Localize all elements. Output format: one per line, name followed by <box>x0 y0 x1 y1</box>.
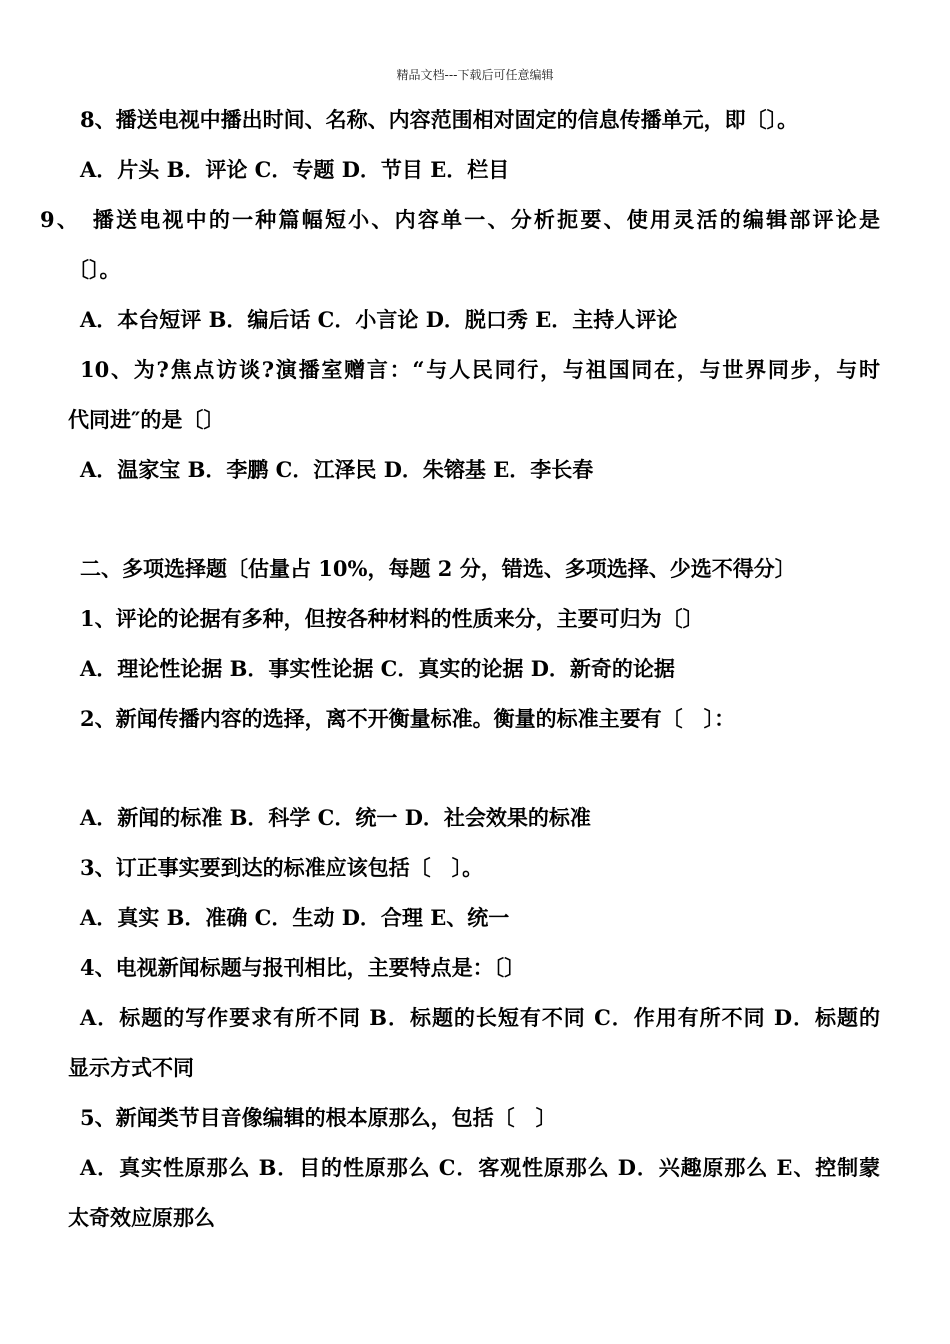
question-9-cont: 〔〕。 <box>68 257 121 282</box>
question-8-options: A．片头 B．评论 C．专题 D．节目 E．栏目 <box>80 157 510 182</box>
mq-1-options: A．理论性论据 B．事实性论据 C．真实的论据 D．新奇的论据 <box>80 656 675 681</box>
page-header: 精品文档---下载后可任意编辑 <box>396 68 554 82</box>
mq-3-options: A．真实 B．准确 C．生动 D．合理 E、统一 <box>80 905 510 930</box>
mq-4-options: A．标题的写作要求有所不同 B．标题的长短有不同 C．作用有所不同 D．标题的 <box>80 1005 880 1030</box>
mq-5-options: A．真实性原那么 B．目的性原那么 C．客观性原那么 D．兴趣原那么 E、控制蒙 <box>80 1155 880 1180</box>
mq-3: 3、订正事实要到达的标准应该包括〔 〕。 <box>80 855 484 880</box>
mq-1: 1、评论的论据有多种，但按各种材料的性质来分，主要可归为〔〕 <box>80 606 704 631</box>
mq-4: 4、电视新闻标题与报刊相比，主要特点是：〔〕 <box>80 955 526 980</box>
mq-2: 2、新闻传播内容的选择，离不开衡量标准。衡量的标准主要有〔 〕： <box>80 706 736 731</box>
mq-5-options-cont: 太奇效应原那么 <box>68 1205 215 1230</box>
mq-5: 5、新闻类节目音像编辑的根本原那么，包括〔 〕 <box>80 1105 557 1130</box>
question-10: 10、为?焦点访谈?演播室赠言：“与人民同行，与祖国同在，与世界同步，与时 <box>80 357 880 382</box>
mq-2-options: A．新闻的标准 B．科学 C．统一 D．社会效果的标准 <box>80 805 591 830</box>
question-8: 8、播送电视中播出时间、名称、内容范围相对固定的信息传播单元，即〔〕。 <box>80 107 799 132</box>
question-10-cont: 代同进″的是〔〕 <box>68 407 225 432</box>
section-heading: 二、多项选择题〔估量占 10%，每题 2 分，错选、多项选择、少选不得分〕 <box>80 556 796 581</box>
question-9: 9、 播送电视中的一种篇幅短小、内容单一、分析扼要、使用灵活的编辑部评论是 <box>40 207 880 232</box>
question-9-options: A．本台短评 B．编后话 C．小言论 D．脱口秀 E．主持人评论 <box>80 307 678 332</box>
mq-4-options-cont: 显示方式不同 <box>68 1055 194 1080</box>
question-10-options: A．温家宝 B．李鹏 C．江泽民 D．朱镕基 E．李长春 <box>80 457 594 482</box>
